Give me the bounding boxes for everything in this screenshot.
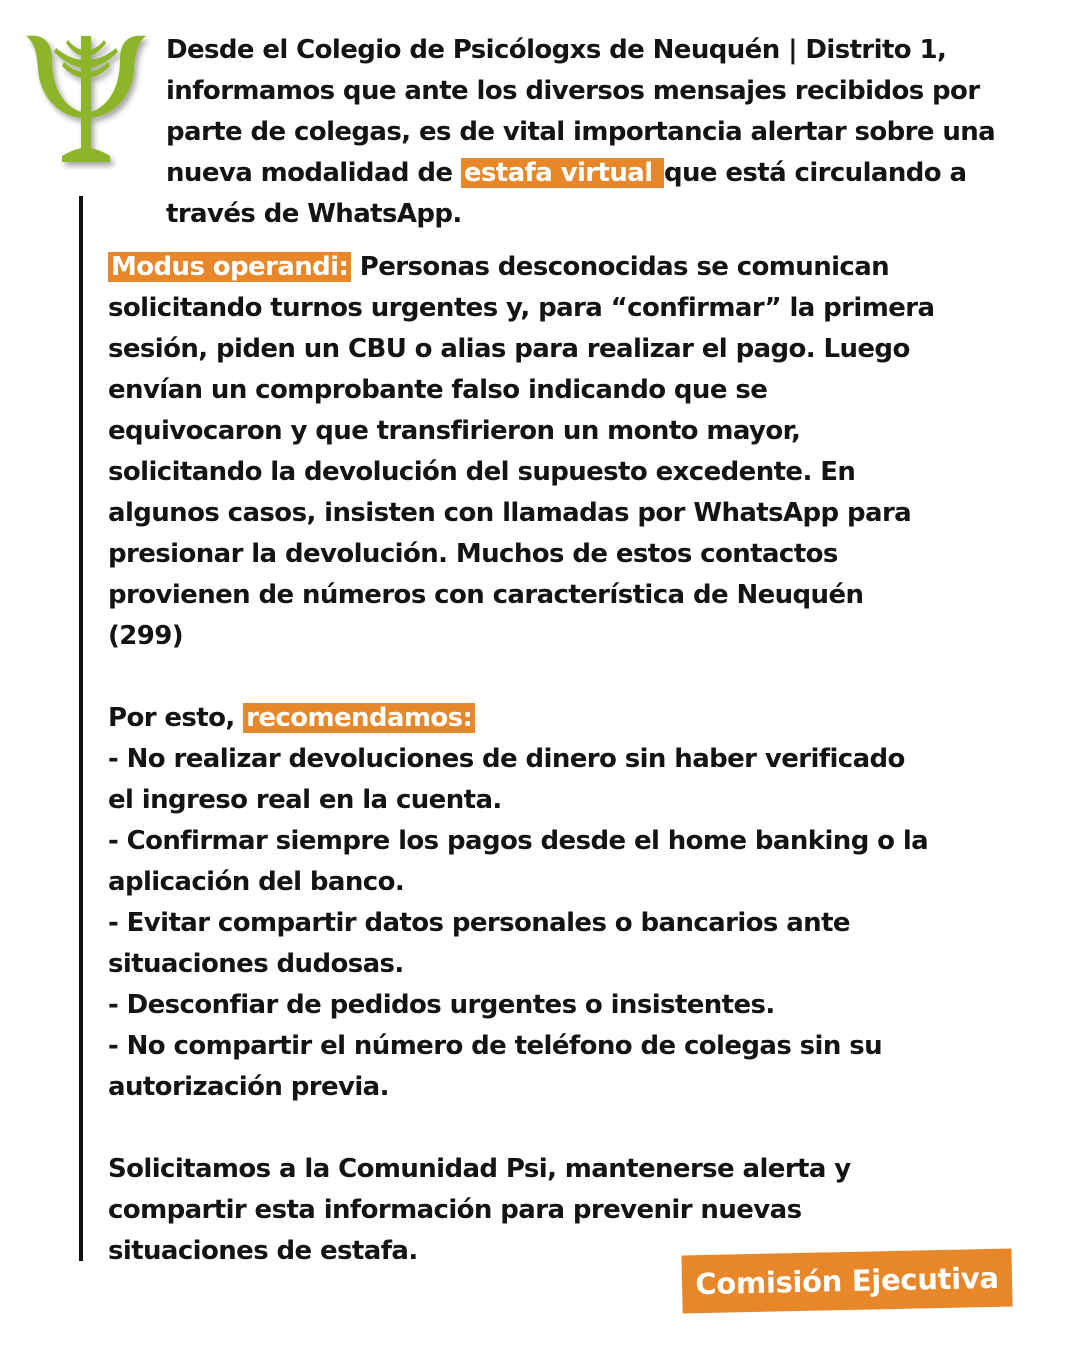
recommendations-label: recomendamos: xyxy=(243,703,475,733)
intro-line: Desde el Colegio de Psicólogxs de Neuquén | Distrito 1, xyxy=(166,35,947,65)
closing-line: Solicitamos a la Comunidad Psi, mantenerse alerta y xyxy=(108,1154,851,1184)
recommendations-section xyxy=(108,698,1008,1108)
recommendation-line: - Confirmar siempre los pagos desde el home banking o la xyxy=(108,826,929,856)
intro-line: través de WhatsApp. xyxy=(166,199,462,229)
modus-line: provienen de números con característica de Neuquén xyxy=(108,580,864,610)
modus-text: Personas desconocidas se comunican xyxy=(351,252,890,282)
signature-text: Comisión Ejecutiva xyxy=(694,1260,1000,1302)
main-body xyxy=(108,247,1008,1272)
modus-line xyxy=(108,247,1008,288)
modus-label: Modus operandi: xyxy=(108,252,351,282)
intro-line: informamos que ante los diversos mensajes recibidos por xyxy=(166,76,980,106)
vertical-divider xyxy=(79,196,83,1261)
closing-line: situaciones de estafa. xyxy=(108,1236,418,1266)
modus-line: solicitando turnos urgentes y, para “confirmar” la primera xyxy=(108,293,935,323)
recommendations-intro: Por esto, xyxy=(108,703,244,733)
closing-line: compartir esta información para prevenir nuevas xyxy=(108,1195,802,1225)
modus-line: algunos casos, insisten con llamadas por WhatsApp para xyxy=(108,498,912,528)
spacer xyxy=(108,657,1008,698)
modus-line: presionar la devolución. Muchos de estos contactos xyxy=(108,539,838,569)
recommendation-line: - No realizar devoluciones de dinero sin haber verificado xyxy=(108,744,905,774)
modus-line: envían un comprobante falso indicando que se xyxy=(108,375,768,405)
recommendation-line: autorización previa. xyxy=(108,1072,389,1102)
modus-line: (299) xyxy=(108,621,184,651)
recommendation-line: - No compartir el número de teléfono de colegas sin su xyxy=(108,1031,882,1061)
recommendation-line: aplicación del banco. xyxy=(108,867,405,897)
recommendation-line: - Desconfiar de pedidos urgentes o insistentes. xyxy=(108,990,775,1020)
psi-logo-icon xyxy=(22,30,150,170)
recommendations-heading xyxy=(108,698,1008,739)
highlight-estafa-virtual: estafa virtual xyxy=(461,158,664,188)
recommendation-line: situaciones dudosas. xyxy=(108,949,404,979)
intro-text: que está circulando a xyxy=(663,158,967,188)
recommendation-line: el ingreso real en la cuenta. xyxy=(108,785,502,815)
recommendation-line: - Evitar compartir datos personales o bancarios ante xyxy=(108,908,850,938)
intro-line xyxy=(166,153,1046,194)
modus-section xyxy=(108,247,1008,657)
spacer xyxy=(108,1108,1008,1149)
intro-paragraph xyxy=(166,30,1046,235)
signature-badge xyxy=(681,1249,1012,1314)
intro-line: parte de colegas, es de vital importancia alertar sobre una xyxy=(166,117,996,147)
modus-line: equivocaron y que transfirieron un monto mayor, xyxy=(108,416,801,446)
intro-text: nueva modalidad de xyxy=(166,158,461,188)
modus-line: sesión, piden un CBU o alias para realizar el pago. Luego xyxy=(108,334,910,364)
modus-line: solicitando la devolución del supuesto excedente. En xyxy=(108,457,856,487)
